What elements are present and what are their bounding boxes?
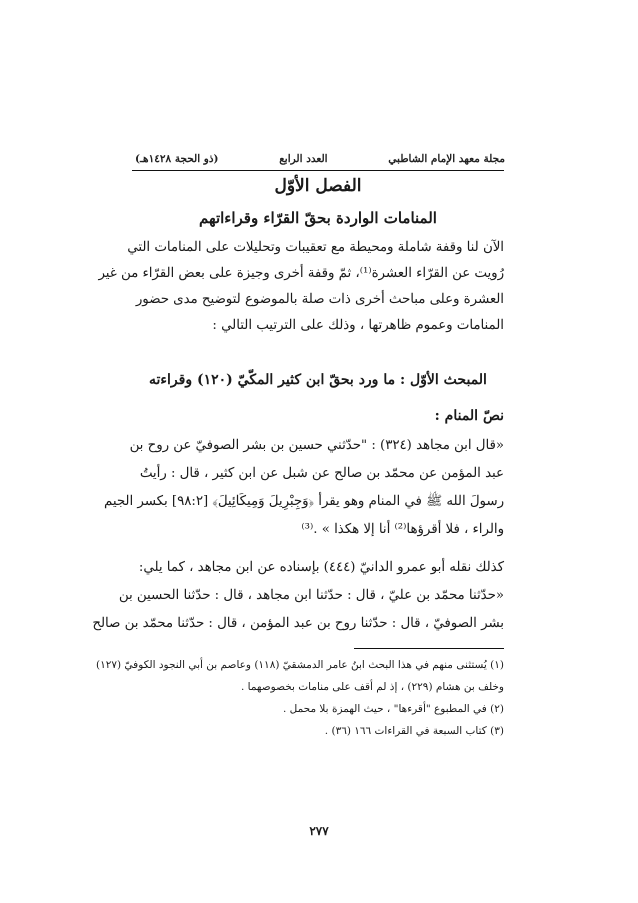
page-number: ٢٧٧ — [309, 824, 329, 838]
footnote-3: (٣) كتاب السبعة في القراءات ١٦٦ (٣٦) . — [324, 725, 504, 737]
issue-date: (ذو الحجة ١٤٢٨هـ) — [135, 153, 219, 165]
quote-line-4: والراء ، فلا أقرؤها⁽²⁾ أنا إلا هكذا » .⁽³⁾ — [301, 522, 504, 537]
intro-line-1: الآن لنا وقفة شاملة ومحيطة مع تعقيبات وتحليلات على المنامات التي — [127, 240, 504, 255]
footnote-1-continued: وخلف بن هشام (٢٢٩) ، إذ لم أقف على منامات بخصوصهما . — [240, 681, 504, 693]
chain-line-3: بشر الصوفيّ ، قال : حدّثنا روح بن عبد المؤمن ، قال : حدّثنا محمّد بن صالح — [92, 616, 504, 631]
running-header — [135, 150, 505, 168]
footnote-separator — [354, 648, 504, 649]
journal-name: مجلة معهد الإمام الشاطبي — [388, 153, 505, 165]
chain-line-2: «حدّثنا محمّد بن عليّ ، قال : حدّثنا ابن مجاهد ، قال : حدّثنا الحسين بن — [118, 588, 504, 603]
intro-line-2: رُويت عن القرّاء العشرة⁽¹⁾، ثمّ وقفة أخرى وجيزة على بعض القرّاء من غير — [98, 266, 504, 281]
chapter-title: الفصل الأوّل — [274, 176, 362, 196]
section-title: المنامات الواردة بحقّ القرّاء وقراءاتهم — [199, 209, 437, 227]
chain-line-1: كذلك نقله أبو عمرو الدانيّ (٤٤٤) بإسناده عن ابن مجاهد ، كما يلي: — [138, 560, 504, 575]
footnote-1: (١) يُستثنى منهم في هذا البحث ابنُ عامر الدمشقيّ (١١٨) وعاصم بن أبي النجود الكوفيّ (١٢٧) — [95, 659, 504, 671]
intro-line-4: المنامات وعموم ظاهرتها ، وذلك على الترتيب التالي : — [212, 318, 504, 333]
quote-line-1: «قال ابن مجاهد (٣٢٤) : "حدّثني حسين بن بشر الصوفيّ عن روح بن — [129, 438, 504, 453]
header-rule — [132, 170, 504, 171]
footnote-2: (٢) في المطبوع "أقرءها" ، حيث الهمزة بلا محمل . — [282, 703, 504, 715]
quote-line-3: رسولَ الله ﷺ في المنام وهو يقرأ ﴿وَجِبْرِيلَ وَمِيكَائِيلَ﴾ [٩٨:٢] بكسر الجيم — [103, 494, 504, 509]
quote-line-2: عبد المؤمن عن محمّد بن صالح عن شبل عن ابن كثير ، قال : رأيتُ — [139, 466, 504, 481]
intro-line-3: العشرة وعلى مباحث أخرى ذات صلة بالموضوع لتوضيح مدى حضور — [135, 292, 504, 307]
dream-label: نصّ المنام : — [434, 408, 504, 424]
subsection-title: المبحث الأوّل : ما ورد بحقّ ابن كثير المكّيّ (١٢٠) وقراءته — [149, 372, 487, 388]
issue-label: العدد الرابع — [279, 153, 328, 165]
